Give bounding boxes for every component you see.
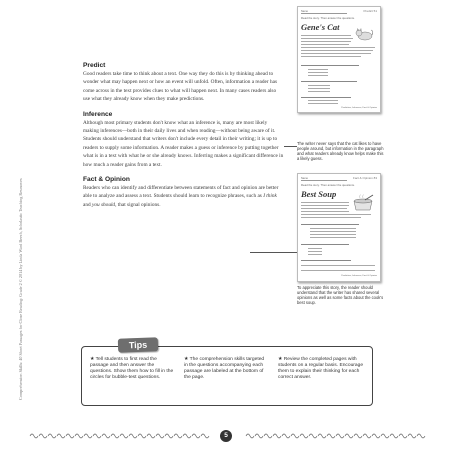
- answer-line: [308, 75, 328, 76]
- border-swirl: [201, 434, 209, 438]
- border-swirl: [345, 434, 353, 438]
- border-swirl: [111, 434, 119, 438]
- border-swirl: [138, 434, 146, 438]
- tip-text: The comprehension skills targeted in the questions accompanying each passage are labeled at the bottom of the page.: [184, 357, 265, 381]
- thumbnail-instruction: Read the story. Then answer the questions.: [301, 183, 355, 187]
- thumbnail-page-tag: Predict 51: [363, 9, 377, 13]
- passage-line: [301, 56, 361, 57]
- section-inference: [83, 111, 284, 169]
- side-credit-text: Comprehension Skills: 40 Short Passages for Close Reading: Grade 2 © 2014 by Linda Ward Beech, Scholastic Teaching Resources: [18, 178, 23, 400]
- star-icon: ★: [90, 357, 96, 362]
- answer-line: [308, 88, 330, 89]
- border-swirl: [84, 434, 92, 438]
- answer-line: [308, 69, 328, 70]
- answer-line: [308, 91, 330, 92]
- side-credit: [18, 178, 23, 402]
- border-swirl: [129, 434, 137, 438]
- write-line: [301, 265, 375, 266]
- border-swirl: [264, 434, 272, 438]
- fact-opinion-text-3: that signal opinions.: [116, 201, 161, 208]
- thumbnail-name-line: [301, 177, 347, 181]
- border-swirl: [417, 434, 425, 438]
- border-swirl: [39, 434, 47, 438]
- border-swirl: [66, 434, 74, 438]
- passage-line: [301, 44, 349, 45]
- answer-line: [308, 100, 338, 101]
- border-swirl: [30, 434, 38, 438]
- border-swirl: [183, 434, 191, 438]
- border-swirl: [255, 434, 263, 438]
- tips-box: [81, 346, 373, 406]
- border-swirl: [75, 434, 83, 438]
- border-swirl: [363, 434, 371, 438]
- answer-line: [308, 248, 322, 249]
- write-line: [301, 270, 375, 271]
- border-swirl: [246, 434, 254, 438]
- section-predict: [83, 62, 284, 104]
- thumbnail-page-tag: Fact & Opinion 83: [352, 176, 377, 180]
- callout-connector: [284, 146, 297, 147]
- caption-best-soup: To appreciate this story, the reader should understand that the writer has shared several opinions as well as some facts about the cook's best soup.: [297, 285, 384, 305]
- answer-line: [308, 254, 322, 255]
- tip-item: [90, 357, 174, 381]
- passage-line: [301, 217, 361, 218]
- answer-line: [308, 251, 322, 252]
- star-icon: ★: [278, 357, 284, 362]
- page-number: 5: [220, 430, 232, 442]
- answer-line: [310, 228, 356, 229]
- worksheet-thumbnail-best-soup: [297, 173, 381, 282]
- thumbnail-title: Gene's Cat: [301, 22, 340, 32]
- answer-line: [310, 234, 356, 235]
- answer-line: [310, 231, 356, 232]
- passage-line: [301, 35, 351, 36]
- caption-genes-cat: The writer never says that the cat likes to have people around, but information in the paragraph and what readers already know helps make this a likely guess.: [297, 141, 384, 161]
- border-swirl: [390, 434, 398, 438]
- thumbnail-name-label: Name: [301, 10, 308, 13]
- border-swirl: [381, 434, 389, 438]
- callout-connector: [250, 252, 297, 253]
- border-swirl: [309, 434, 317, 438]
- tip-text: Tell students to first read the passage and then answer the questions. Show them how to fill in the circles for bubble-test questions.: [90, 357, 174, 381]
- border-swirl: [291, 434, 299, 438]
- main-text-column: [83, 62, 284, 216]
- border-swirl: [57, 434, 65, 438]
- passage-line: [301, 50, 373, 51]
- border-swirl: [408, 434, 416, 438]
- tip-item: [184, 357, 266, 381]
- worksheet-thumbnail-genes-cat: [297, 6, 381, 113]
- tip-text: Review the completed pages with students on a regular basis. Encourage them to explain their thinking for each correct answer.: [278, 357, 364, 381]
- section-heading-fact-opinion: Fact & Opinion: [83, 176, 130, 184]
- thumbnail-footer: Prediction, Inference, Fact & Opinion: [341, 275, 377, 277]
- border-swirl: [174, 434, 182, 438]
- passage-line: [301, 214, 371, 215]
- thumbnail-name-line: [301, 10, 347, 14]
- fact-opinion-phrase-2: you should,: [91, 201, 117, 208]
- answer-line: [310, 237, 356, 238]
- border-swirl: [93, 434, 101, 438]
- passage-line: [301, 208, 347, 209]
- passage-line: [301, 202, 349, 203]
- thumbnail-footer: Prediction, Inference, Fact & Opinion: [341, 107, 377, 109]
- section-heading-predict: Predict: [83, 62, 106, 69]
- border-swirl: [354, 434, 362, 438]
- border-swirl: [102, 434, 110, 438]
- border-swirl: [273, 434, 281, 438]
- section-heading-inference: Inference: [83, 110, 113, 118]
- thumbnail-title: Best Soup: [301, 189, 337, 199]
- border-swirl: [192, 434, 200, 438]
- passage-line: [301, 53, 371, 54]
- answer-line: [308, 72, 328, 73]
- passage-line: [301, 41, 351, 42]
- passage-line: [301, 38, 353, 39]
- section-fact-opinion: [83, 176, 284, 209]
- border-swirl: [165, 434, 173, 438]
- soup-pot-illustration-icon: [351, 194, 375, 212]
- tip-item: [278, 357, 364, 381]
- answer-line: [308, 85, 330, 86]
- border-swirl: [372, 434, 380, 438]
- thumbnail-instruction: Read the story. Then answer the questions.: [301, 16, 355, 20]
- border-swirl: [282, 434, 290, 438]
- fact-opinion-text-2: and: [83, 201, 92, 208]
- question-line: [301, 65, 359, 66]
- border-swirl: [156, 434, 164, 438]
- question-line: [301, 260, 351, 261]
- section-body-fact-opinion: [83, 184, 284, 209]
- star-icon: ★: [184, 357, 190, 362]
- question-line: [301, 81, 357, 82]
- border-swirl: [48, 434, 56, 438]
- section-body-inference: Although most primary students don't know what an inference is, many are most likely making inferences—both in their daily lives and when reading—without being aware of it. Students should understand that writers don't include every detail in their writing; it is up to readers to supply some information. A reader makes a guess or inference by putting together what is in a text with what he or she already knows. Inferring makes a significant difference in how much a reader gains from a text.: [83, 119, 284, 168]
- fact-opinion-text-1: Readers who can identify and differentiate between statements of fact and opinion are better able to analyze and assess a text. Students should learn to recognize phrases, such as: [83, 185, 279, 200]
- thumbnail-name-label: Name: [301, 177, 308, 180]
- border-swirl: [120, 434, 128, 438]
- question-line: [301, 244, 349, 245]
- tips-badge-label: Tips: [128, 339, 148, 351]
- answer-line: [308, 103, 338, 104]
- border-swirl: [327, 434, 335, 438]
- border-swirl: [399, 434, 407, 438]
- passage-line: [301, 205, 349, 206]
- passage-line: [301, 211, 349, 212]
- question-line: [301, 97, 351, 98]
- passage-line: [301, 47, 375, 48]
- cat-illustration-icon: [354, 25, 374, 41]
- fact-opinion-phrase-1: I think: [263, 193, 277, 200]
- section-body-predict: Good readers take time to think about a text. One way they do this is by thinking ahead to wonder what may happen next or how an event will unfold. Often, information a reader has come across in the text provides clues to what will happen next. In many cases readers also use what they already know when they make predictions.: [83, 71, 278, 103]
- border-swirl: [147, 434, 155, 438]
- tips-badge: [118, 337, 158, 352]
- border-swirl: [318, 434, 326, 438]
- border-swirl: [336, 434, 344, 438]
- question-line: [301, 224, 359, 225]
- border-swirl: [300, 434, 308, 438]
